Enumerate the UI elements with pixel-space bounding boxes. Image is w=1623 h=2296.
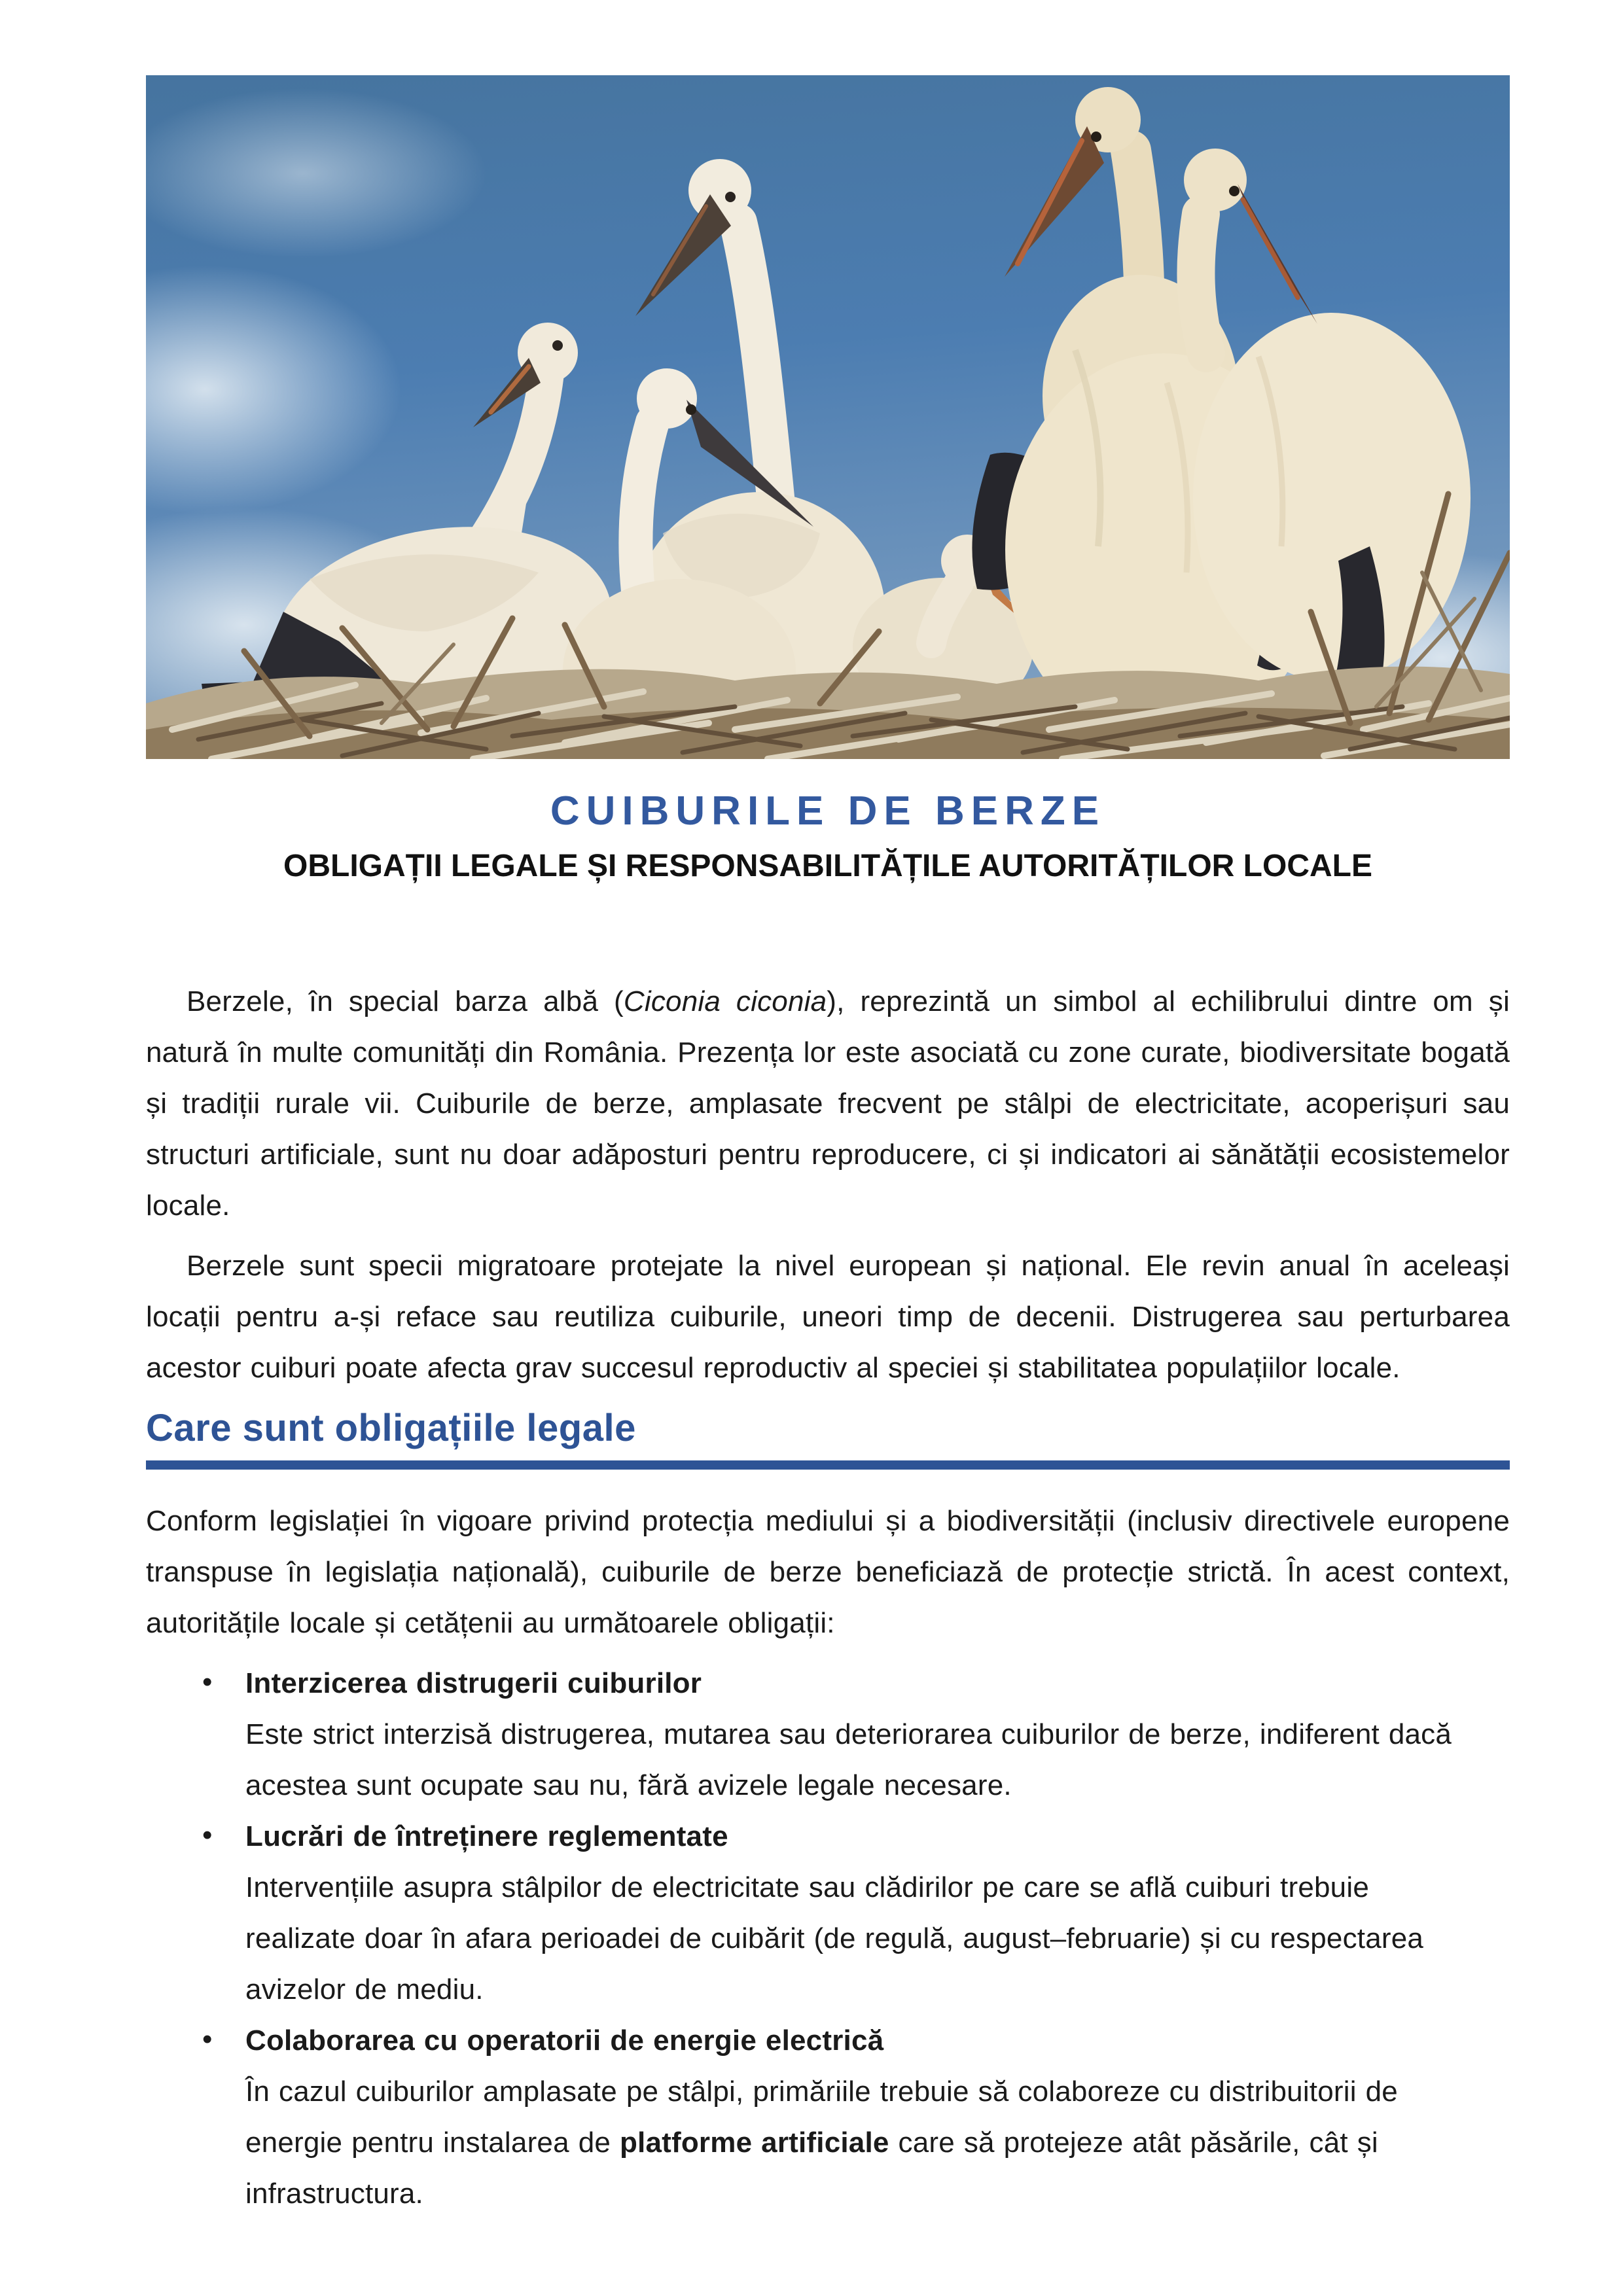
paragraph-run: Berzele, în special barza albă ( xyxy=(187,985,624,1017)
list-item-title: Colaborarea cu operatorii de energie electrică xyxy=(245,2024,884,2057)
list-item-body: Este strict interzisă distrugerea, mutarea sau deteriorarea cuiburilor de berze, indiferent dacă acestea sunt ocupate sau nu, fără avizele legale necesare. xyxy=(245,1718,1452,1801)
page-subtitle: OBLIGAȚII LEGALE ȘI RESPONSABILITĂȚILE AUTORITĂȚILOR LOCALE xyxy=(283,849,1372,883)
paragraph-intro-storks xyxy=(146,976,1510,1231)
paragraph-run: ), reprezintă un simbol al echilibrului dintre om și natură în multe comunități din România. Prezența lor este asociată cu zone curate, biodiversitate bogată și tradiții rurale vii. Cuiburile de berze, amplasate frecvent pe stâlpi de electricitate, acoperișuri sau structuri artificiale, sunt nu doar adăposturi pentru reproducere, ci și indicatori ai sănătății ecosistemelor locale. xyxy=(146,985,1510,1222)
section-divider xyxy=(146,1460,1510,1470)
list-item-body xyxy=(245,2066,1476,2219)
legal-obligations-list xyxy=(146,1658,1510,2219)
list-item-title: Interzicerea distrugerii cuiburilor xyxy=(245,1667,702,1699)
list-item-body: Intervențiile asupra stâlpilor de electricitate sau clădirilor pe care se află cuiburi trebuie realizate doar în afara perioadei de cuibărit (de regulă, august–februarie) și cu respectarea avizelor de mediu. xyxy=(245,1871,1424,2005)
section-heading: Care sunt obligațiile legale xyxy=(146,1407,636,1449)
paragraph-migration: Berzele sunt specii migratoare protejate la nivel european și național. Ele revin anual în aceleași locații pentru a-și reface sau reutiliza cuiburile, uneori timp de decenii. Distrugerea sau perturbarea acestor cuiburi poate afecta grav succesul reproductiv al speciei și stabilitatea populațiilor locale. xyxy=(146,1250,1510,1384)
list-item-title: Lucrări de întreținere reglementate xyxy=(245,1820,728,1852)
list-item-interdiction xyxy=(146,1658,1510,1811)
emphasis-platforms: platforme artificiale xyxy=(619,2127,889,2159)
paragraph-run: În cazul cuiburilor amplasate pe stâlpi, primăriile trebuie să colaboreze cu distribuitorii de energie pentru instalarea de xyxy=(245,2075,1398,2159)
paragraph-legal-intro: Conform legislației în vigoare privind protecția mediului și a biodiversității (inclusiv directivele europene transpuse în legislația națională), cuiburile de berze beneficiază de protecție strictă. În acest context, autoritățile locale și cetățenii au următoarele obligații: xyxy=(146,1505,1510,1639)
page-title: CUIBURILE DE BERZE xyxy=(550,788,1106,834)
paragraph-run: care să protejeze atât păsările, cât și infrastructura. xyxy=(245,2127,1378,2210)
list-item-maintenance xyxy=(146,1811,1510,2015)
storks-illustration xyxy=(146,75,1510,759)
bullet-marker: • xyxy=(202,1666,213,1698)
list-item-energy-collaboration xyxy=(146,2015,1510,2219)
storks-nest-photo xyxy=(146,75,1510,759)
bullet-marker: • xyxy=(202,1819,213,1851)
species-latin-name: Ciconia ciconia xyxy=(623,985,827,1017)
bullet-marker: • xyxy=(202,2023,213,2055)
